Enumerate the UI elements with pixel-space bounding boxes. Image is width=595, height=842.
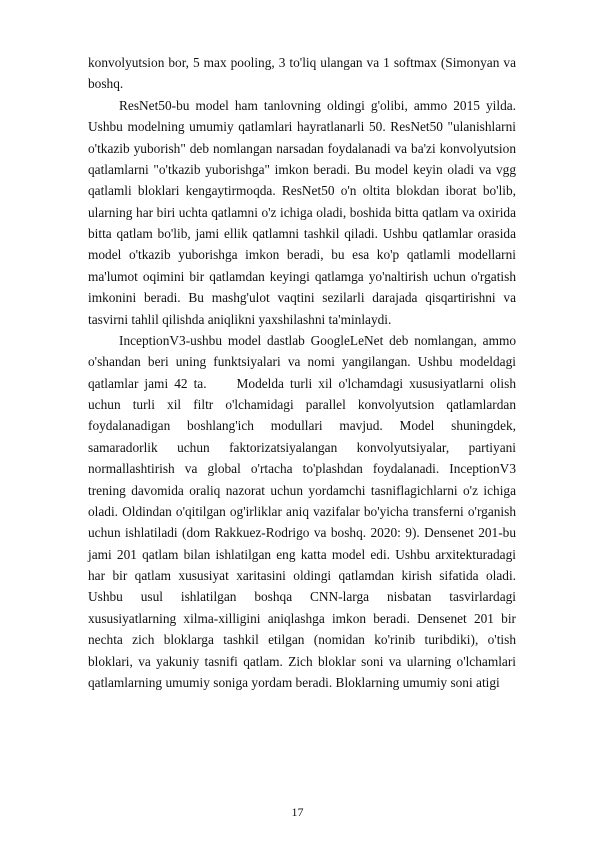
page-number: 17: [291, 805, 304, 819]
body-text: [88, 52, 516, 693]
paragraph-resnet50: [88, 95, 516, 330]
paragraph-text: ResNet50-bu model ham tanlovning oldingi g'olibi, ammo 2015 yilda. Ushbu modelning umumiy qatlamlari hayratlanarli 50. ResNet50 "ulanishlarni o'tkazib yuborish" deb nomlangan narsadan foydalanadi va ba'zi konvolyutsion qatlamlarni "o'tkazib yuborishga" imkon beradi. Bu model keyin oladi va vgg qatlamli bloklari kengaytirmoqda. ResNet50 o'n oltita blokdan iborat bo'lib, ularning har biri uchta qatlamni o'z ichiga oladi, boshida bitta qatlam va oxirida bitta qatlam bo'lib, jami ellik qatlamni tashkil qiladi. Ushbu qatlamlar orasida model o'tkazib yuborishga imkon beradi, bu esa ko'p qatlamli modellarni ma'lumot oqimini bir qatlamdan keyingi qatlamga yo'naltirish uchun o'rgatish imkonini beradi. Bu mashg'ulot vaqtini sezilarli darajada qisqartirishni va tasvirni tahlil qilishda aniqlikni yaxshilashni ta'minlaydi.: [88, 97, 516, 327]
paragraph-continued: [88, 52, 516, 95]
paragraph-text: Modelda turli xil o'lchamdagi xususiyatlarni olish uchun turli xil filtr o'lchamidagi parallel konvolyutsion qatlamlardan foydalanadigan boshlang'ich modullari mavjud. Model shuningdek, samaradorlik uchun faktorizatsiyalangan konvolyutsiyalar, partiyani normallashtirish va global o'rtacha to'plashdan foydalanadi. InceptionV3 trening davomida oraliq nazorat uchun yordamchi tasniflagichlarni o'z ichiga oladi. Oldindan o'qitilgan og'irliklar aniq vazifalar bo'yicha transferni o'rganish uchun ishlatiladi (dom Rakkuez-Rodrigo va boshq. 2020: 9). Densenet 201-bu jami 201 qatlam bilan ishlatilgan eng katta model edi. Ushbu arxitekturadagi har bir qatlam xususiyat xaritasini oldingi qatlamdan kirish sifatida oladi. Ushbu usul ishlatilgan boshqa CNN-larga nisbatan tasvirlardagi xususiyatlarning xilma-xilligini aniqlashga imkon beradi. Densenet 201 bir nechta zich bloklarga tashkil etilgan (nomidan ko'rinib turibdiki), o'tish bloklari, va yakuniy tasnifi qatlam. Zich bloklar soni va ularning o'lchamlari qatlamlarning umumiy soniga yordam beradi. Bloklarning umumiy soni atigi: [88, 375, 516, 690]
paragraph-text: InceptionV3-ushbu model dastlab GoogleLeNet deb nomlangan, ammo o'shandan beri uning funktsiyalari va nomi yangilangan. Ushbu modeldagi qatlamlar jami 42 ta.: [88, 332, 516, 391]
paragraph-inceptionv3: [88, 330, 516, 693]
paragraph-text: konvolyutsion bor, 5 max pooling, 3 to'liq ulangan va 1 softmax (Simonyan va boshq.: [88, 55, 516, 92]
